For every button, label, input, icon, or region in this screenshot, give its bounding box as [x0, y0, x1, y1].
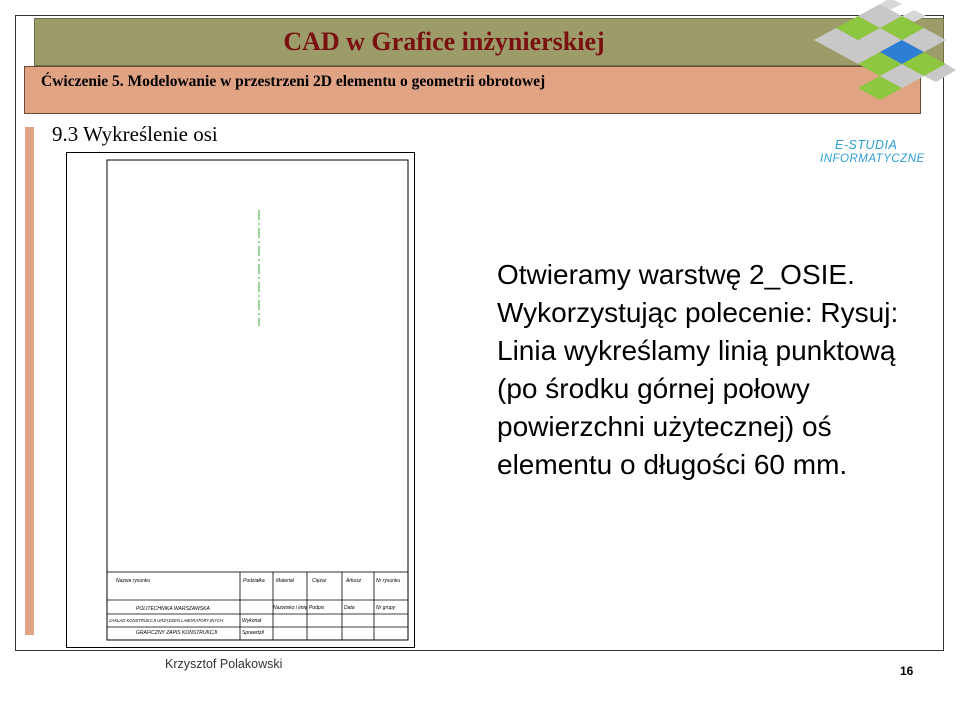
tb-label: Nazwa rysunku: [116, 578, 151, 584]
page-number: 16: [900, 664, 914, 678]
subtitle-band: [24, 66, 921, 114]
tb-label: ZAKŁAD KONSTRUKCJI URZĄDZEŃ LABORATORYJNYCH: [109, 618, 224, 623]
tb-label: Ciężar: [312, 578, 327, 584]
drawing-sheet: [66, 152, 415, 648]
logo-text-line2: INFORMATYCZNE: [820, 153, 925, 165]
tb-label: Arkusz: [346, 578, 362, 584]
tb-label: GRAFICZNY ZAPIS KONSTRUKCJI: [136, 630, 218, 636]
inner-frame: [107, 160, 408, 640]
slide-subtitle: Ćwiczenie 5. Modelowanie w przestrzeni 2D elementu o geometrii obrotowej: [41, 73, 546, 90]
tb-label: Nr grupy: [376, 605, 396, 611]
slide-title: CAD w Grafice inżynierskiej: [283, 27, 605, 56]
tb-label: Data: [344, 605, 355, 611]
tb-label: POLITECHNIKA WARSZAWSKA: [136, 606, 210, 612]
tb-label: Nr rysunku: [376, 578, 401, 584]
tb-label: Sprawdził: [242, 630, 264, 636]
author-name: Krzysztof Polakowski: [165, 657, 283, 671]
drawing-sheet-svg: [66, 152, 415, 648]
tb-label: Podziałka: [243, 578, 265, 584]
tb-label: Wykonał: [242, 618, 262, 624]
accent-bar: [25, 127, 34, 635]
tb-label: Materiał: [276, 578, 294, 584]
tb-label: Nazwisko i imię: [273, 605, 308, 611]
tb-label: Podpis: [309, 605, 325, 611]
instruction-text: Otwieramy warstwę 2_OSIE. Wykorzystując polecenie: Rysuj: Linia wykreślamy linią punktową (po środku górnej połowy powierzchni użytecznej) oś elementu o długości 60 mm.: [497, 259, 899, 480]
section-heading: 9.3 Wykreślenie osi: [52, 122, 218, 146]
logo-text-line1: E-STUDIA: [835, 138, 898, 152]
